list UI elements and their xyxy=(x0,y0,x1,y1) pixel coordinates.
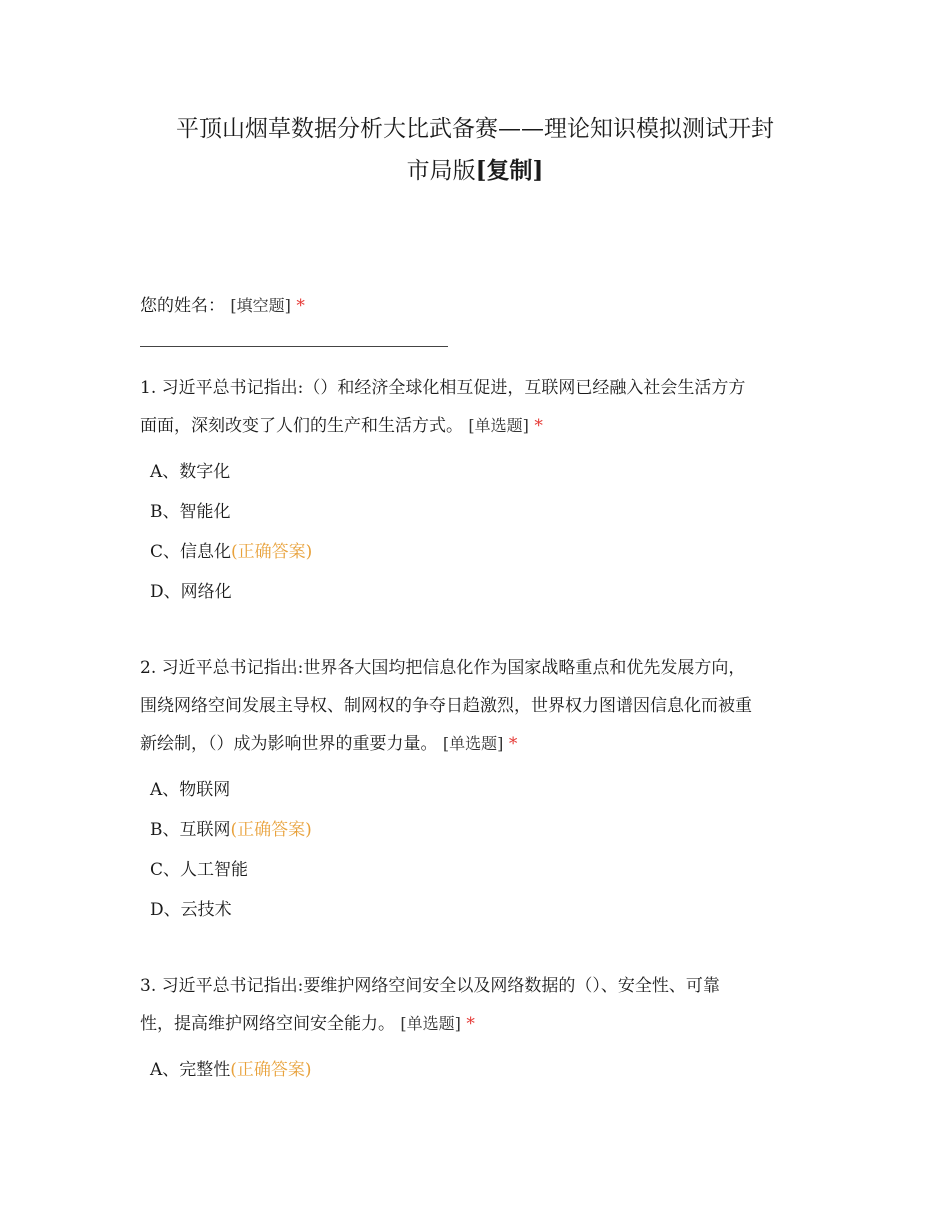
q2-option-c[interactable]: C、人工智能 xyxy=(150,860,249,880)
q2-option-d[interactable]: D、云技术 xyxy=(150,900,232,920)
question-3 xyxy=(140,967,820,1043)
question-2-type-tag: [单选题] xyxy=(442,734,504,753)
survey-title-line1: 平顶山烟草数据分析大比武备赛——理论知识模拟测试开封 xyxy=(176,116,774,142)
q3-option-a[interactable] xyxy=(150,1058,312,1082)
question-3-line1: 3. 习近平总书记指出:要维护网络空间安全以及网络数据的（）、安全性、可靠 xyxy=(140,976,720,996)
copy-tag: [复制] xyxy=(475,157,544,184)
q1-option-d[interactable]: D、网络化 xyxy=(150,582,232,602)
question-2-line3 xyxy=(140,725,820,763)
name-input-line[interactable] xyxy=(140,346,448,347)
survey-title-line2-text: 市局版 xyxy=(406,158,476,184)
q2-option-b-label: B、互联网 xyxy=(150,820,231,840)
q1-option-c[interactable] xyxy=(150,540,312,564)
question-1-line2 xyxy=(140,407,820,445)
correct-answer-label: (正确答案) xyxy=(231,542,313,562)
question-3-type-tag: [单选题] xyxy=(400,1014,461,1033)
question-2-line2: 围绕网络空间发展主导权、制网权的争夺日趋激烈，世界权力图谱因信息化而被重 xyxy=(140,696,752,716)
correct-answer-label: (正确答案) xyxy=(230,1060,312,1080)
name-question xyxy=(140,294,820,318)
name-type-tag: [填空题] xyxy=(230,296,291,315)
q1-option-c-label: C、信息化 xyxy=(150,542,232,562)
question-3-line2 xyxy=(140,1005,820,1043)
q3-option-a-label: A、完整性 xyxy=(150,1060,231,1080)
survey-title-line2 xyxy=(140,150,810,192)
q2-option-b[interactable] xyxy=(150,818,312,842)
question-1 xyxy=(140,369,820,445)
question-2-line1: 2. 习近平总书记指出:世界各大国均把信息化作为国家战略重点和优先发展方向， xyxy=(140,658,746,678)
name-label: 您的姓名： xyxy=(140,296,225,316)
required-mark: * xyxy=(508,734,518,754)
q1-option-b[interactable]: B、智能化 xyxy=(150,502,231,522)
q2-option-a[interactable]: A、物联网 xyxy=(150,780,231,800)
correct-answer-label: (正确答案) xyxy=(230,820,312,840)
question-1-type-tag: [单选题] xyxy=(468,416,529,435)
required-mark: * xyxy=(466,1014,475,1034)
question-1-line2-text: 面面，深刻改变了人们的生产和生活方式。 xyxy=(140,416,463,436)
survey-title xyxy=(140,108,810,192)
question-2 xyxy=(140,649,820,763)
q1-option-a[interactable]: A、数字化 xyxy=(150,462,231,482)
question-3-line2-text: 性，提高维护网络空间安全能力。 xyxy=(140,1014,395,1034)
required-mark: * xyxy=(534,416,543,436)
question-2-line3-text: 新绘制，（）成为影响世界的重要力量。 xyxy=(140,734,438,754)
required-mark: * xyxy=(296,296,305,316)
question-1-line1: 1. 习近平总书记指出:（）和经济全球化相互促进，互联网已经融入社会生活方方 xyxy=(140,378,746,398)
